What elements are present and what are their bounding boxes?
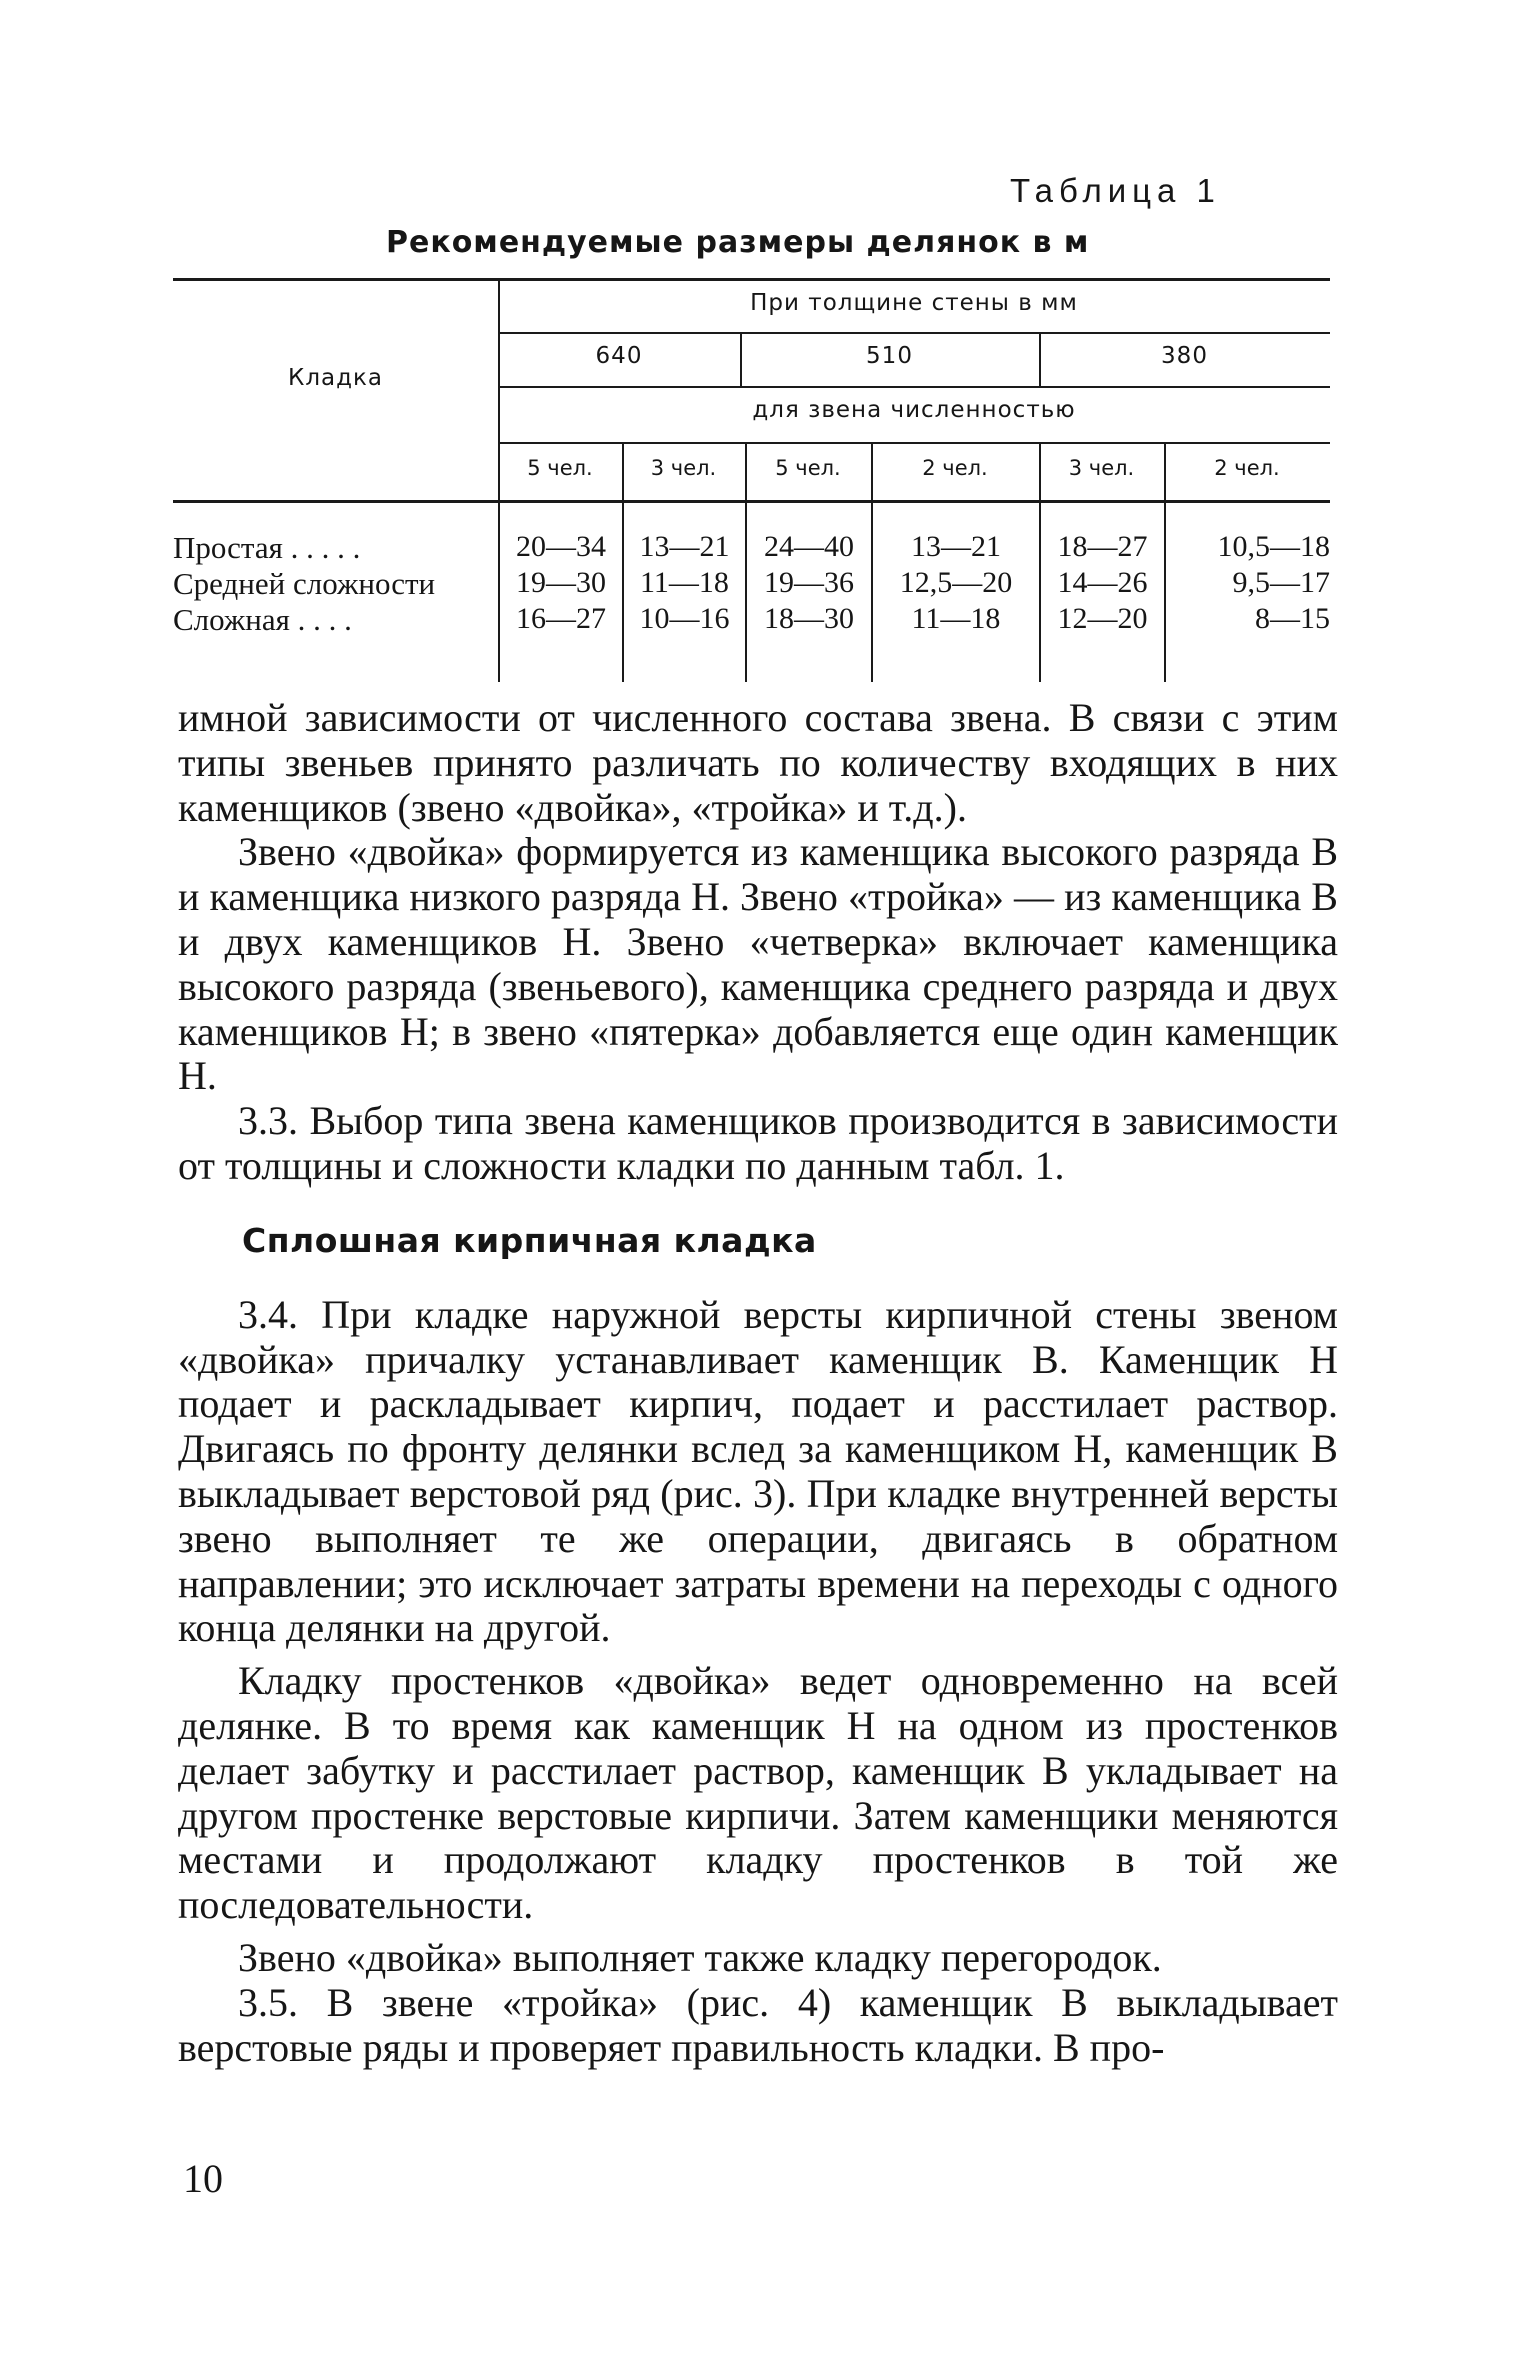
table-rule-thickness [498,332,1330,334]
table-caption: Рекомендуемые размеры делянок в м [386,225,1090,260]
paragraph: Звено «двойка» формируется из каменщика высокого разряда В и каменщика низкого разряда Н. Звено «тройка» — из каменщика В и двух каменщиков Н. Звено «четверка» включает каменщика высокого разряда (звеньевого), каменщика среднего разряда и двух каменщиков Н; в звено «пятерка» добавляется еще один каменщик Н. [178,829,1338,1099]
section-heading: Сплошная кирпичная кладка [242,1220,817,1260]
crew-size: 5 чел. [775,456,841,480]
crew-size: 2 чел. [1214,456,1280,480]
row-header: Кладка [287,365,383,391]
recommended-sizes-table [173,278,1330,682]
table-cell: 13—21 [911,530,1001,563]
crew-size: 5 чел. [527,456,593,480]
table-cell: 11—18 [640,566,729,599]
table-cell: 16—27 [516,602,606,635]
thickness-640: 640 [595,343,643,369]
table-cell: 18—27 [1057,530,1148,563]
table-top-rule [173,278,1330,281]
table-cell: 12—20 [1057,602,1148,635]
table-cell: 24—40 [764,530,854,563]
paragraph: 3.4. При кладке наружной версты кирпичной стены звеном «двойка» причалку устанавливает каменщик В. Каменщик Н подает и раскладывает кирпич, подает и расстилает раствор. Двигаясь по фронту делянки вслед за каменщиком Н, каменщик В выкладывает верстовой ряд (рис. 3). При кладке внутренней версты звено выполняет те же операции, двигаясь в обратном направлении; это исключает затраты времени на переходы с одного конца делянки на другой. [178,1291,1338,1651]
paragraph: Кладку простенков «двойка» ведет одновременно на всей делянке. В то время как каменщик Н на одном из простенков делает забутку и расстилает раствор, каменщик В укладывает на другом простенке верстовые кирпичи. Затем каменщики меняются местами и продолжают кладку простенков в той же последовательности. [178,1658,1338,1928]
table-cell: 20—34 [516,530,606,563]
table-cell: 8—15 [1255,602,1330,635]
page-number: 10 [183,2156,223,2201]
table-cell: 19—36 [764,566,854,599]
row-label: Сложная . . . . [173,602,352,637]
group-header: При толщине стены в мм [750,290,1078,316]
thickness-380: 380 [1161,343,1208,369]
table-header-bottom-rule [173,500,1330,503]
body-text [178,696,1338,2070]
crew-size: 3 чел. [1068,456,1135,480]
paragraph: 3.5. В звене «тройка» (рис. 4) каменщик В выкладывает верстовые ряды и проверяет правильность кладки. В про- [178,1979,1338,2070]
table-rule-crew-header [498,386,1330,388]
row-label: Простая . . . . . [173,530,361,565]
table-cell: 11—18 [911,602,1001,635]
table-cell: 12,5—20 [899,566,1013,599]
table-number: Таблица 1 [1010,172,1221,209]
table-cell: 10—16 [639,602,730,635]
thickness-510: 510 [866,343,913,369]
row-label: Средней сложности [173,566,436,601]
table-cell: 19—30 [516,566,606,599]
table-cell: 10,5—18 [1217,530,1330,563]
crew-size: 3 чел. [650,456,717,480]
paragraph: 3.3. Выбор типа звена каменщиков производится в зависимости от толщины и сложности кладки по данным табл. 1. [178,1098,1338,1188]
table-cell: 14—26 [1057,566,1148,599]
crew-header: для звена численностью [752,397,1076,423]
paragraph: Звено «двойка» выполняет также кладку перегородок. [238,1934,1162,1980]
crew-size: 2 чел. [922,456,988,480]
table-cell: 9,5—17 [1232,566,1330,599]
paragraph: имной зависимости от численного состава звена. В связи с этим типы звеньев принято различать по количеству входящих в них каменщиков (звено «двойка», «тройка» и т.д.). [178,695,1338,830]
table-cell: 18—30 [764,602,854,635]
table-cell: 13—21 [639,530,730,563]
